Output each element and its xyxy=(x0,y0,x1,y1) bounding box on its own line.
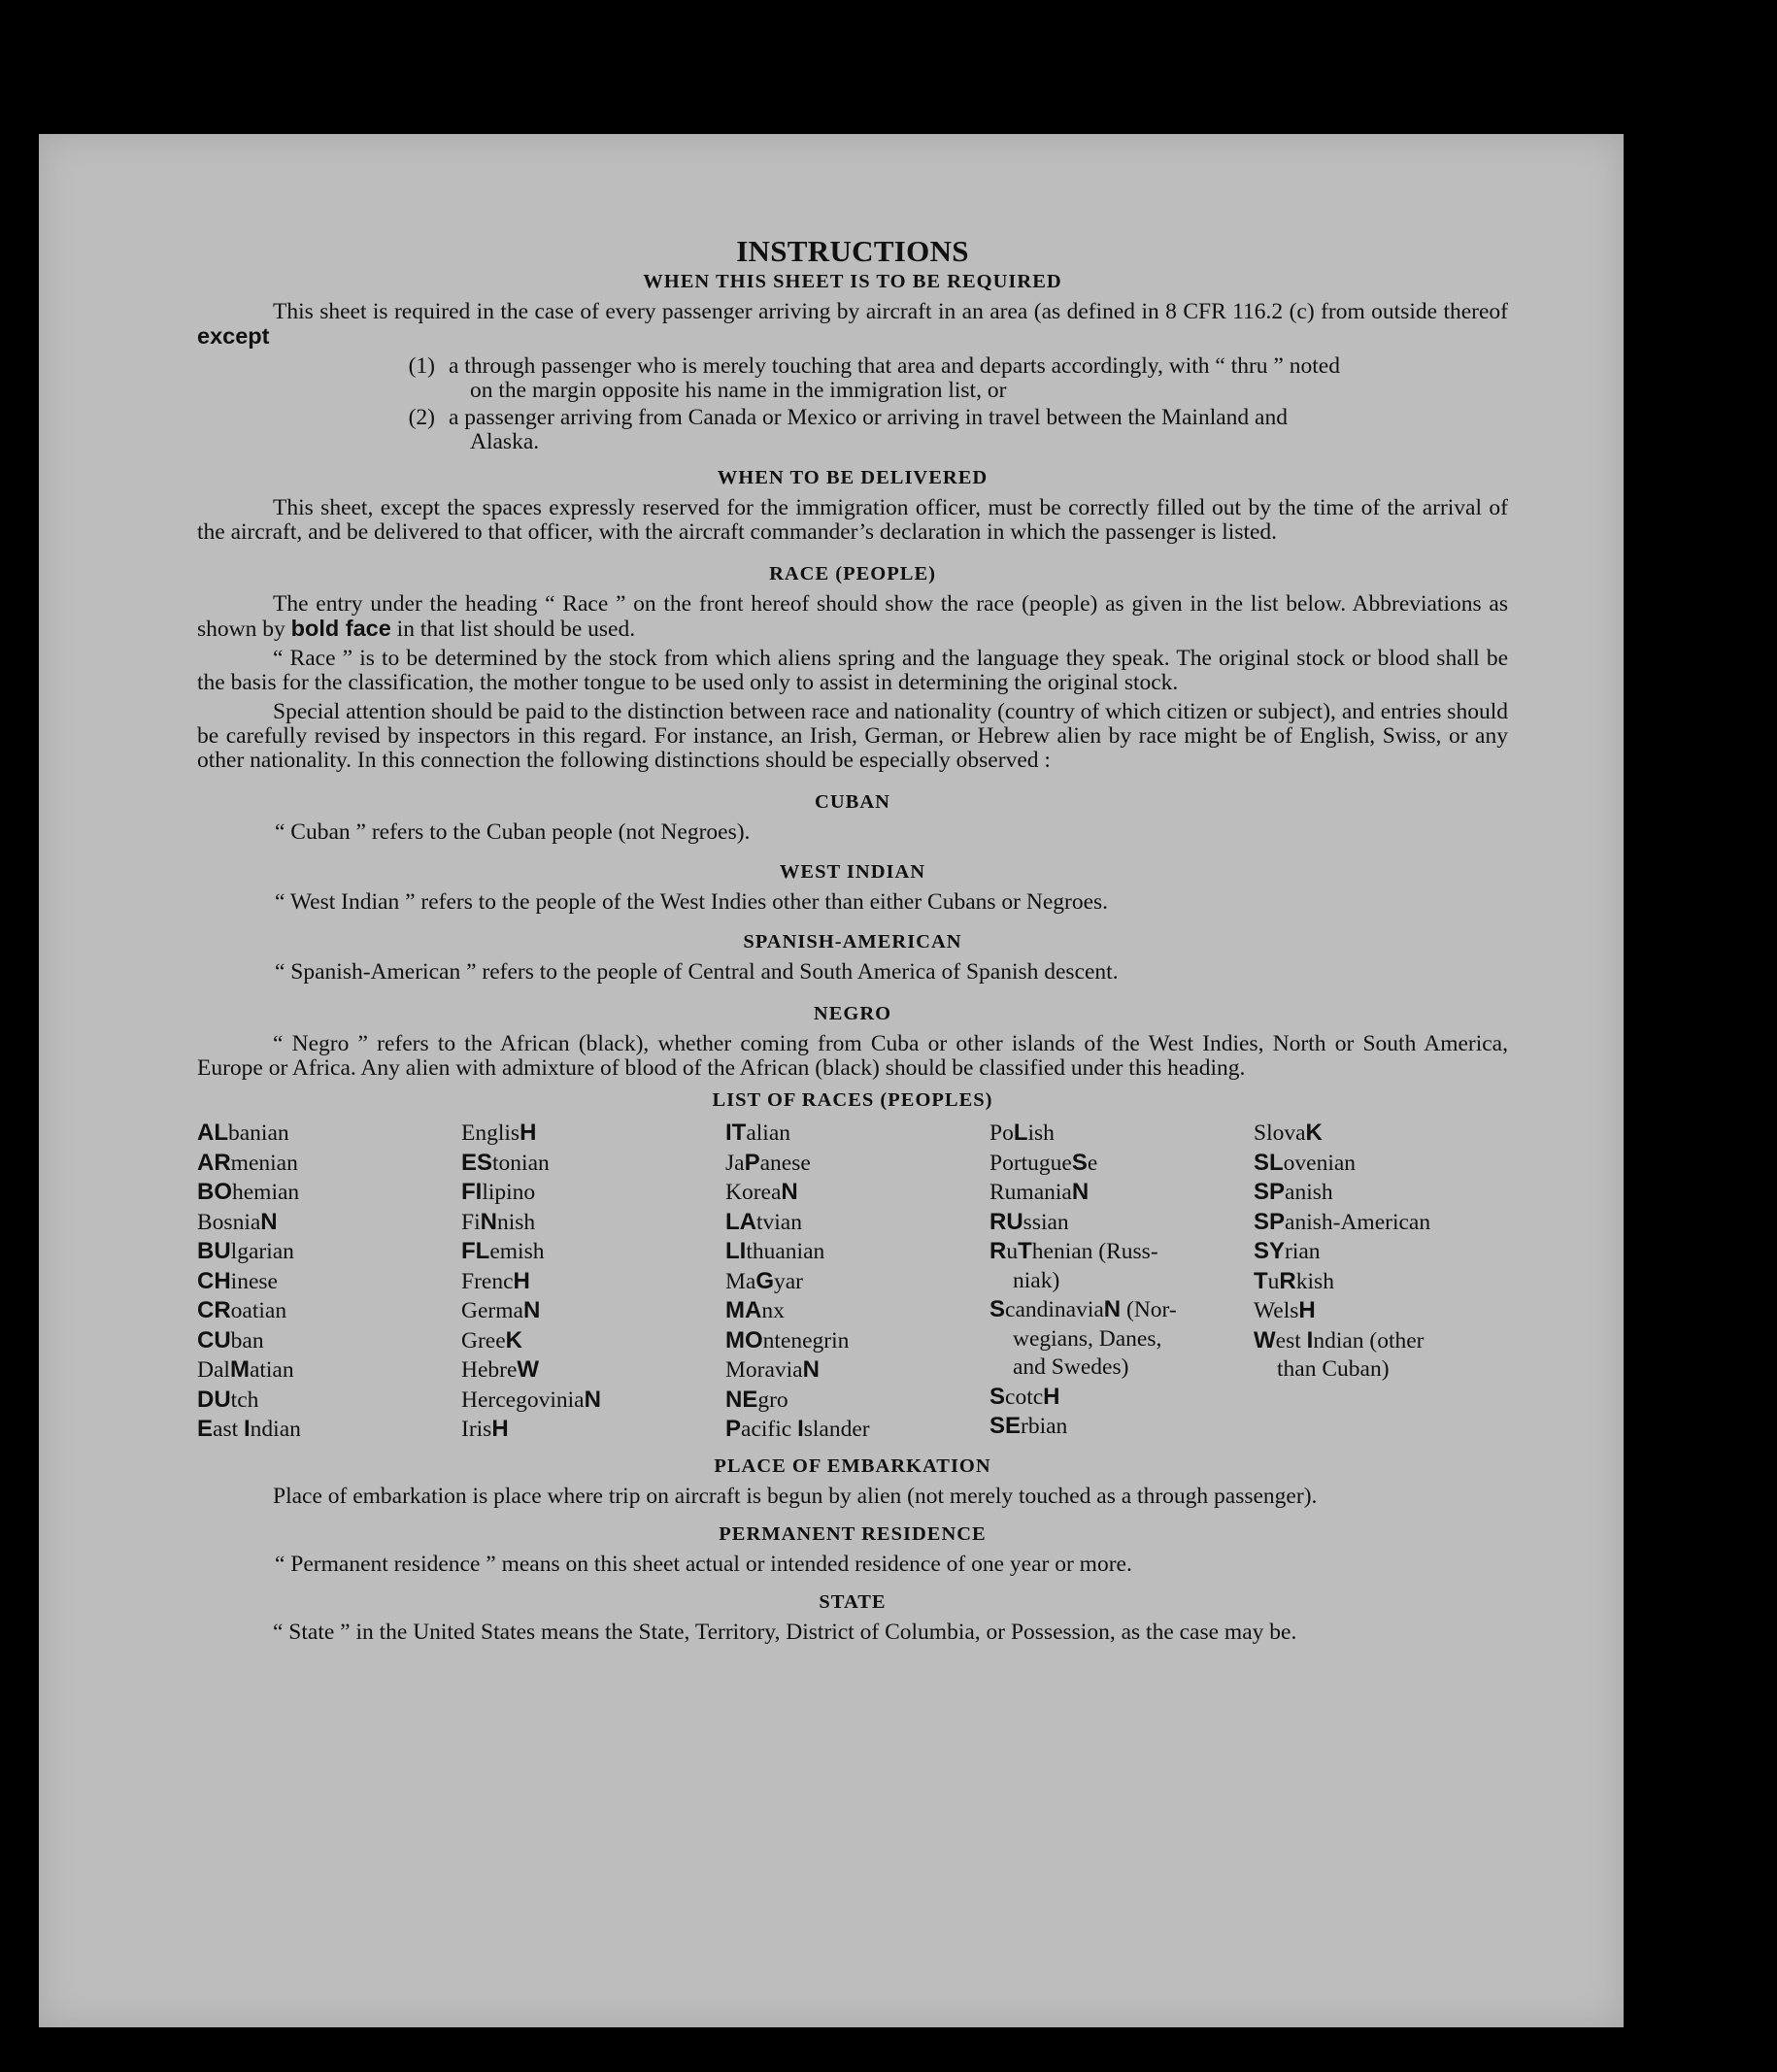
race-abbreviation: H xyxy=(491,1416,509,1442)
race-entry xyxy=(197,1326,461,1356)
heading-spanish-american: SPANISH-AMERICAN xyxy=(743,931,962,952)
race-text: Portugue xyxy=(989,1150,1072,1176)
heading-when-required: WHEN THIS SHEET IS TO BE REQUIRED xyxy=(643,271,1062,292)
race-text: yar xyxy=(774,1268,804,1294)
race-entry xyxy=(1254,1296,1508,1326)
race-abbreviation: N xyxy=(522,1297,541,1323)
race-entry xyxy=(725,1178,989,1208)
race-text: wegians, Danes, xyxy=(1013,1325,1162,1352)
races-column-5 xyxy=(1254,1119,1508,1445)
heading-embarkation: PLACE OF EMBARKATION xyxy=(714,1454,991,1477)
race-abbreviation: LI xyxy=(725,1238,747,1264)
race-abbreviation: MO xyxy=(725,1326,763,1353)
exception-line: on the margin opposite his name in the immigration list, or xyxy=(470,378,1007,403)
embarkation-text: Place of embarkation is place where trip on aircraft is begun by alien (not merely touched as a through passenger). xyxy=(273,1483,1318,1509)
race-abbreviation: E xyxy=(197,1416,214,1442)
race-abbreviation: R xyxy=(1279,1267,1296,1294)
race-abbreviation: AR xyxy=(197,1149,231,1176)
races-column-4 xyxy=(989,1119,1254,1445)
race-abbreviation: SY xyxy=(1254,1238,1286,1264)
race-entry xyxy=(461,1355,725,1386)
race-abbreviation: S xyxy=(989,1383,1006,1410)
required-except: except xyxy=(197,323,270,349)
exception-number: (1) xyxy=(408,353,435,379)
race-text: u xyxy=(1267,1268,1280,1294)
race-entry xyxy=(197,1237,461,1267)
race-entry xyxy=(725,1267,989,1297)
race-text: Bosnia xyxy=(197,1209,261,1235)
race-text: tch xyxy=(230,1387,259,1413)
race-abbreviation: K xyxy=(505,1326,523,1353)
required-intro xyxy=(197,300,1508,350)
race-text: anish xyxy=(1285,1180,1333,1205)
race-abbreviation: I xyxy=(244,1416,251,1442)
exception-item-2 xyxy=(197,406,1508,454)
race-text: alian xyxy=(746,1120,790,1146)
race-abbreviation: I xyxy=(797,1416,804,1442)
race-text: lgarian xyxy=(230,1239,294,1264)
race-text: Rumania xyxy=(989,1180,1072,1205)
exception-item-1 xyxy=(197,354,1508,403)
race-text: Hercegovinia xyxy=(461,1387,585,1413)
race-text: Frenc xyxy=(461,1268,514,1294)
residence-text: “ Permanent residence ” means on this sheet actual or intended residence of one year or more. xyxy=(275,1551,1132,1577)
race-abbreviation: SL xyxy=(1254,1149,1284,1176)
race-abbreviation: SP xyxy=(1254,1179,1286,1205)
race-text: ish xyxy=(1027,1120,1055,1146)
race-text: Dal xyxy=(197,1357,230,1383)
race-abbreviation: N xyxy=(260,1208,278,1235)
race-entry xyxy=(989,1267,1254,1296)
race-text: Ma xyxy=(725,1268,756,1294)
race-entry xyxy=(461,1415,725,1445)
heading-list-of-races: LIST OF RACES (PEOPLES) xyxy=(712,1089,993,1111)
race-entry xyxy=(725,1208,989,1238)
race-abbreviation: R xyxy=(989,1238,1007,1264)
race-entry xyxy=(989,1149,1254,1179)
exception-line: a through passenger who is merely touching that area and departs accordingly, with “ thru ” noted xyxy=(449,353,1340,379)
race-abbreviation: NE xyxy=(725,1386,758,1413)
race-entry xyxy=(197,1119,461,1149)
spanish-american-text: “ Spanish-American ” refers to the people of Central and South America of Spanish descent. xyxy=(275,959,1119,985)
race-entry xyxy=(989,1119,1254,1149)
race-entry xyxy=(1254,1119,1508,1149)
race-abbreviation: N xyxy=(584,1386,601,1413)
race-text: Korea xyxy=(725,1180,782,1205)
race-abbreviation: N xyxy=(781,1179,798,1205)
cuban-text: “ Cuban ” refers to the Cuban people (not Negroes). xyxy=(275,819,751,845)
race-entry xyxy=(725,1119,989,1149)
race-abbreviation: I xyxy=(1306,1326,1314,1353)
race-entry xyxy=(1254,1208,1508,1238)
race-abbreviation: CH xyxy=(197,1267,231,1294)
race-entry xyxy=(989,1237,1254,1267)
race-abbreviation: T xyxy=(1254,1267,1268,1294)
race-abbreviation: N xyxy=(480,1208,497,1235)
race-text: anese xyxy=(759,1150,811,1176)
instructions-content xyxy=(197,234,1508,1650)
race-text: rian xyxy=(1285,1239,1321,1264)
race-entry xyxy=(1254,1355,1508,1385)
race-abbreviation: MA xyxy=(725,1297,762,1323)
west-indian-text: “ West Indian ” refers to the people of the West Indies other than either Cubans or Negroes. xyxy=(275,889,1109,915)
race-text: Slova xyxy=(1254,1120,1306,1146)
race-abbreviation: BO xyxy=(197,1179,232,1205)
exception-text xyxy=(449,406,1508,454)
heading-when-delivered: WHEN TO BE DELIVERED xyxy=(717,467,989,488)
race-abbreviation: AL xyxy=(197,1120,228,1146)
race-abbreviation: P xyxy=(725,1416,742,1442)
race-text: slander xyxy=(803,1417,870,1442)
race-abbreviation: LA xyxy=(725,1208,756,1235)
race-text: Englis xyxy=(461,1120,520,1146)
race-entry xyxy=(197,1267,461,1297)
race-abbreviation: FI xyxy=(461,1179,483,1205)
race-entry xyxy=(1254,1267,1508,1297)
race-abbreviation: BU xyxy=(197,1238,231,1264)
race-text: Wels xyxy=(1254,1298,1299,1323)
required-intro-text: This sheet is required in the case of every passenger arriving by aircraft in an area (as defined in 8 CFR 116.2 (c) from outside thereof xyxy=(273,299,1508,324)
state-text: “ State ” in the United States means the State, Territory, District of Columbia, or Possession, as the case may be. xyxy=(273,1619,1297,1645)
race-entry xyxy=(461,1386,725,1416)
race-abbreviation: H xyxy=(513,1267,530,1294)
race-entry xyxy=(725,1326,989,1356)
race-abbreviation: P xyxy=(744,1149,760,1176)
race-entry xyxy=(1254,1326,1508,1356)
race-text: henian (Russ- xyxy=(1031,1239,1158,1264)
race-p1-text-end: in that list should be used. xyxy=(396,617,636,642)
race-text: ovenian xyxy=(1283,1150,1357,1176)
race-text: and Swedes) xyxy=(1013,1354,1129,1380)
race-abbreviation: N xyxy=(802,1356,820,1383)
race-entry xyxy=(461,1208,725,1238)
race-text: thuanian xyxy=(746,1239,825,1264)
race-abbreviation: L xyxy=(1013,1120,1028,1146)
race-abbreviation: S xyxy=(1071,1149,1088,1176)
race-entry xyxy=(461,1296,725,1326)
race-text: menian xyxy=(230,1150,298,1176)
race-text: acific xyxy=(741,1417,798,1442)
race-entry xyxy=(1254,1237,1508,1267)
race-entry xyxy=(989,1295,1254,1325)
races-column-1 xyxy=(197,1119,461,1445)
race-abbreviation: N xyxy=(1071,1179,1090,1205)
race-entry xyxy=(725,1296,989,1326)
exception-line: a passenger arriving from Canada or Mexico or arriving in travel between the Mainland and xyxy=(449,405,1288,430)
race-abbreviation: ES xyxy=(461,1149,493,1176)
race-entry xyxy=(197,1149,461,1179)
race-text: u xyxy=(1006,1239,1019,1264)
race-text: ntenegrin xyxy=(762,1327,850,1353)
race-text: cotc xyxy=(1005,1384,1044,1410)
race-abbreviation: CU xyxy=(197,1326,231,1353)
race-entry xyxy=(197,1415,461,1445)
race-abbreviation: H xyxy=(1043,1383,1060,1410)
race-text: lipino xyxy=(482,1180,536,1205)
race-text: Ja xyxy=(725,1150,745,1176)
exception-line: Alaska. xyxy=(470,429,540,454)
race-entry xyxy=(197,1386,461,1416)
race-paragraph-1 xyxy=(197,592,1508,642)
race-text: Fi xyxy=(461,1209,481,1235)
race-abbreviation: W xyxy=(1254,1326,1276,1353)
races-list xyxy=(197,1119,1508,1445)
race-abbreviation: CR xyxy=(197,1297,231,1323)
race-entry xyxy=(989,1412,1254,1442)
races-column-2 xyxy=(461,1119,725,1445)
race-text: niak) xyxy=(1013,1267,1060,1293)
race-abbreviation: H xyxy=(520,1120,537,1146)
race-text: inese xyxy=(230,1268,278,1294)
race-p1-text: The entry under the heading “ Race ” on the front hereof should show the race (people) as given in the list below. Abbreviations as shown by xyxy=(197,591,1508,642)
race-text: Moravia xyxy=(725,1357,803,1383)
race-abbreviation: H xyxy=(1298,1297,1316,1323)
delivered-text: This sheet, except the spaces expressly reserved for the immigration officer, must be correctly filled out by the time of the arrival of the aircraft, and be delivered to that officer, with the aircraft commander’s declaration in which the passenger is listed. xyxy=(197,495,1508,545)
race-entry xyxy=(1254,1178,1508,1208)
race-text: emish xyxy=(489,1239,545,1264)
race-text: (Nor- xyxy=(1121,1297,1177,1322)
heading-negro: NEGRO xyxy=(813,1003,892,1024)
race-abbreviation: K xyxy=(1305,1120,1323,1146)
race-entry xyxy=(989,1353,1254,1383)
races-column-3 xyxy=(725,1119,989,1445)
race-abbreviation: RU xyxy=(989,1208,1023,1235)
race-entry xyxy=(461,1267,725,1297)
race-entry xyxy=(461,1178,725,1208)
race-abbreviation: G xyxy=(755,1267,774,1294)
race-entry xyxy=(989,1325,1254,1354)
race-text: Hebre xyxy=(461,1357,518,1383)
race-text: ssian xyxy=(1023,1209,1069,1235)
heading-west-indian: WEST INDIAN xyxy=(779,861,926,883)
race-text: Iris xyxy=(461,1417,492,1442)
negro-text: “ Negro ” refers to the African (black), whether coming from Cuba or other islands of the West Indies, North or South America, Europe or Africa. Any alien with admixture of blood of the African (black) should be classified under this heading. xyxy=(197,1031,1508,1081)
race-text: tonian xyxy=(492,1150,550,1176)
race-text: Germa xyxy=(461,1298,523,1323)
race-text: candinavia xyxy=(1005,1297,1104,1322)
race-entry xyxy=(725,1386,989,1416)
race-abbreviation: FL xyxy=(461,1238,490,1264)
race-abbreviation: S xyxy=(989,1296,1006,1322)
race-entry xyxy=(197,1208,461,1238)
race-abbreviation: SP xyxy=(1254,1208,1286,1235)
race-text: e xyxy=(1087,1150,1098,1176)
race-entry xyxy=(989,1383,1254,1413)
race-text: ndian xyxy=(250,1417,301,1442)
race-text: ast xyxy=(213,1417,244,1442)
race-text: tvian xyxy=(756,1209,802,1235)
race-text: hemian xyxy=(232,1180,300,1205)
race-text: rbian xyxy=(1021,1414,1068,1439)
race-entry xyxy=(989,1178,1254,1208)
race-entry xyxy=(197,1178,461,1208)
heading-permanent-residence: PERMANENT RESIDENCE xyxy=(719,1522,987,1545)
race-text: gro xyxy=(757,1387,788,1413)
race-abbreviation: SE xyxy=(989,1413,1022,1439)
heading-cuban: CUBAN xyxy=(815,791,890,813)
race-p1-bold: bold face xyxy=(290,616,391,641)
race-entry xyxy=(461,1119,725,1149)
race-entry xyxy=(197,1355,461,1386)
race-text: banian xyxy=(228,1120,289,1146)
race-entry xyxy=(725,1415,989,1445)
race-abbreviation: T xyxy=(1018,1238,1032,1264)
race-abbreviation: N xyxy=(1103,1296,1122,1322)
exception-number: (2) xyxy=(408,405,435,430)
race-entry xyxy=(461,1237,725,1267)
race-entry xyxy=(1254,1149,1508,1179)
heading-race: RACE (PEOPLE) xyxy=(769,563,936,585)
race-text: oatian xyxy=(230,1298,287,1323)
race-text: nx xyxy=(761,1298,785,1323)
race-entry xyxy=(989,1208,1254,1238)
race-entry xyxy=(725,1355,989,1386)
race-entry xyxy=(461,1326,725,1356)
race-paragraph-3: Special attention should be paid to the distinction between race and nationality (country of which citizen or subject), and entries should be carefully revised by inspectors in this regard. For instance, an Irish, German, or Hebrew alien by race might be of English, Swiss, or any other nationality. In this connection the following distinctions should be especially observed : xyxy=(197,699,1508,773)
race-abbreviation: M xyxy=(229,1356,250,1383)
race-abbreviation: DU xyxy=(197,1386,231,1413)
race-text: nish xyxy=(496,1209,536,1235)
race-abbreviation: IT xyxy=(725,1120,747,1146)
race-entry xyxy=(461,1149,725,1179)
exception-text xyxy=(449,354,1508,403)
race-entry xyxy=(725,1237,989,1267)
race-text: anish-American xyxy=(1285,1209,1431,1235)
document-sheet xyxy=(39,134,1624,2027)
race-text: atian xyxy=(249,1357,294,1383)
race-entry xyxy=(725,1149,989,1179)
race-text: Gree xyxy=(461,1327,506,1353)
race-abbreviation: W xyxy=(517,1356,540,1383)
race-text: ndian (other xyxy=(1313,1327,1425,1353)
race-entry xyxy=(197,1296,461,1326)
heading-state: STATE xyxy=(819,1590,887,1613)
race-paragraph-2: “ Race ” is to be determined by the stock from which aliens spring and the language they speak. The original stock or blood shall be the basis for the classification, the mother tongue to be used only to assist in determining the original stock. xyxy=(197,646,1508,695)
race-text: Po xyxy=(989,1120,1014,1146)
page-title: INSTRUCTIONS xyxy=(736,234,969,268)
race-text: than Cuban) xyxy=(1277,1356,1390,1382)
race-text: kish xyxy=(1295,1268,1334,1294)
race-text: est xyxy=(1275,1327,1307,1353)
race-text: ban xyxy=(230,1327,264,1353)
